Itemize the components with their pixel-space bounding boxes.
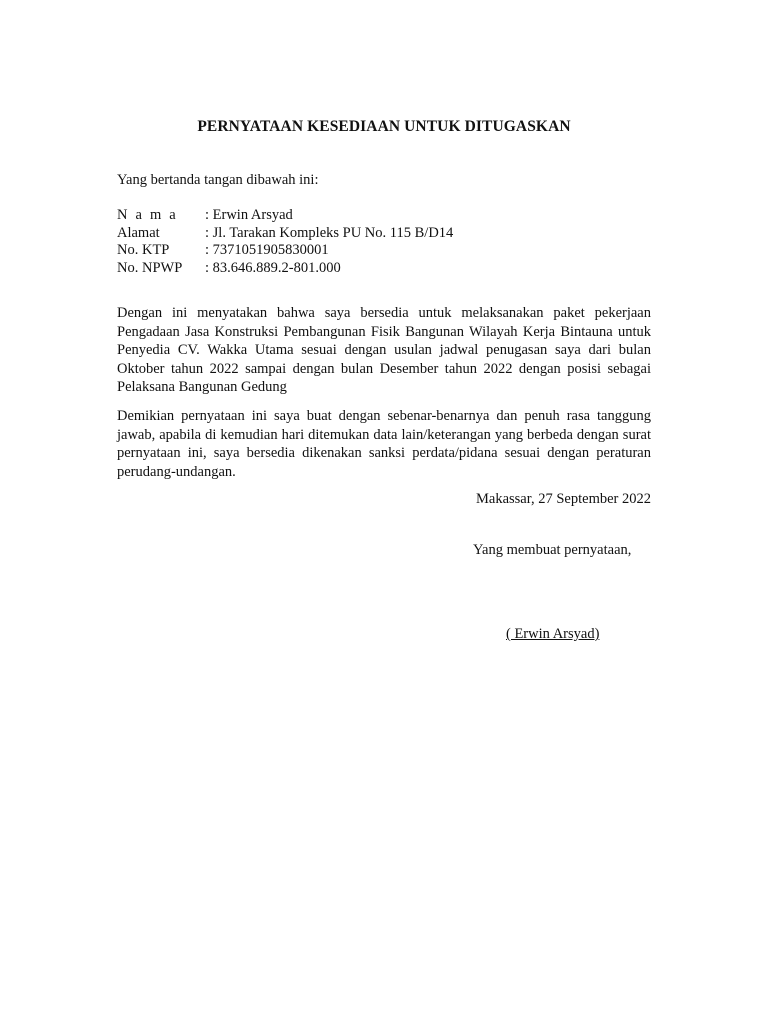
closing-paragraph: Demikian pernyataan ini saya buat dengan sebenar-benarnya dan penuh rasa tanggung jawab, apabila di kemudian hari ditemukan data lain/keterangan yang berbeda dengan surat pernyataan ini, saya bersedia dikenakan sanksi perdata/pidana sesuai dengan peraturan perudang-undangan. <box>117 408 651 480</box>
intro-text: Yang bertanda tangan dibawah ini: <box>117 172 319 188</box>
document-title: PERNYATAAN KESEDIAAN UNTUK DITUGASKAN <box>197 118 571 135</box>
identity-value: : 83.646.889.2-801.000 <box>205 259 341 276</box>
identity-label: Alamat <box>117 224 160 241</box>
identity-block <box>117 206 537 276</box>
identity-row-ktp <box>117 241 537 259</box>
identity-label: N a m a <box>117 207 178 223</box>
maker-label: Yang membuat pernyataan, <box>473 542 632 558</box>
identity-row-name <box>117 206 537 224</box>
identity-value: : Erwin Arsyad <box>205 207 293 223</box>
identity-row-npwp <box>117 259 537 277</box>
identity-value: : Jl. Tarakan Kompleks PU No. 115 B/D14 <box>205 224 454 241</box>
identity-row-address <box>117 224 537 242</box>
place-date: Makassar, 27 September 2022 <box>476 491 651 507</box>
identity-label: No. KTP <box>117 242 170 258</box>
signatory-name: ( Erwin Arsyad) <box>506 626 600 642</box>
identity-label: No. NPWP <box>117 259 183 276</box>
statement-paragraph: Dengan ini menyatakan bahwa saya bersedia untuk melaksanakan paket pekerjaan Pengadaan Jasa Konstruksi Pembangunan Fisik Bangunan Wilayah Kerja Bintauna untuk Penyedia CV. Wakka Utama sesuai dengan usulan jadwal penugasan saya dari bulan Oktober tahun 2022 sampai dengan bulan Desember tahun 2022 dengan posisi sebagai Pelaksana Bangunan Gedung <box>117 305 651 395</box>
identity-value: : 7371051905830001 <box>205 242 329 258</box>
